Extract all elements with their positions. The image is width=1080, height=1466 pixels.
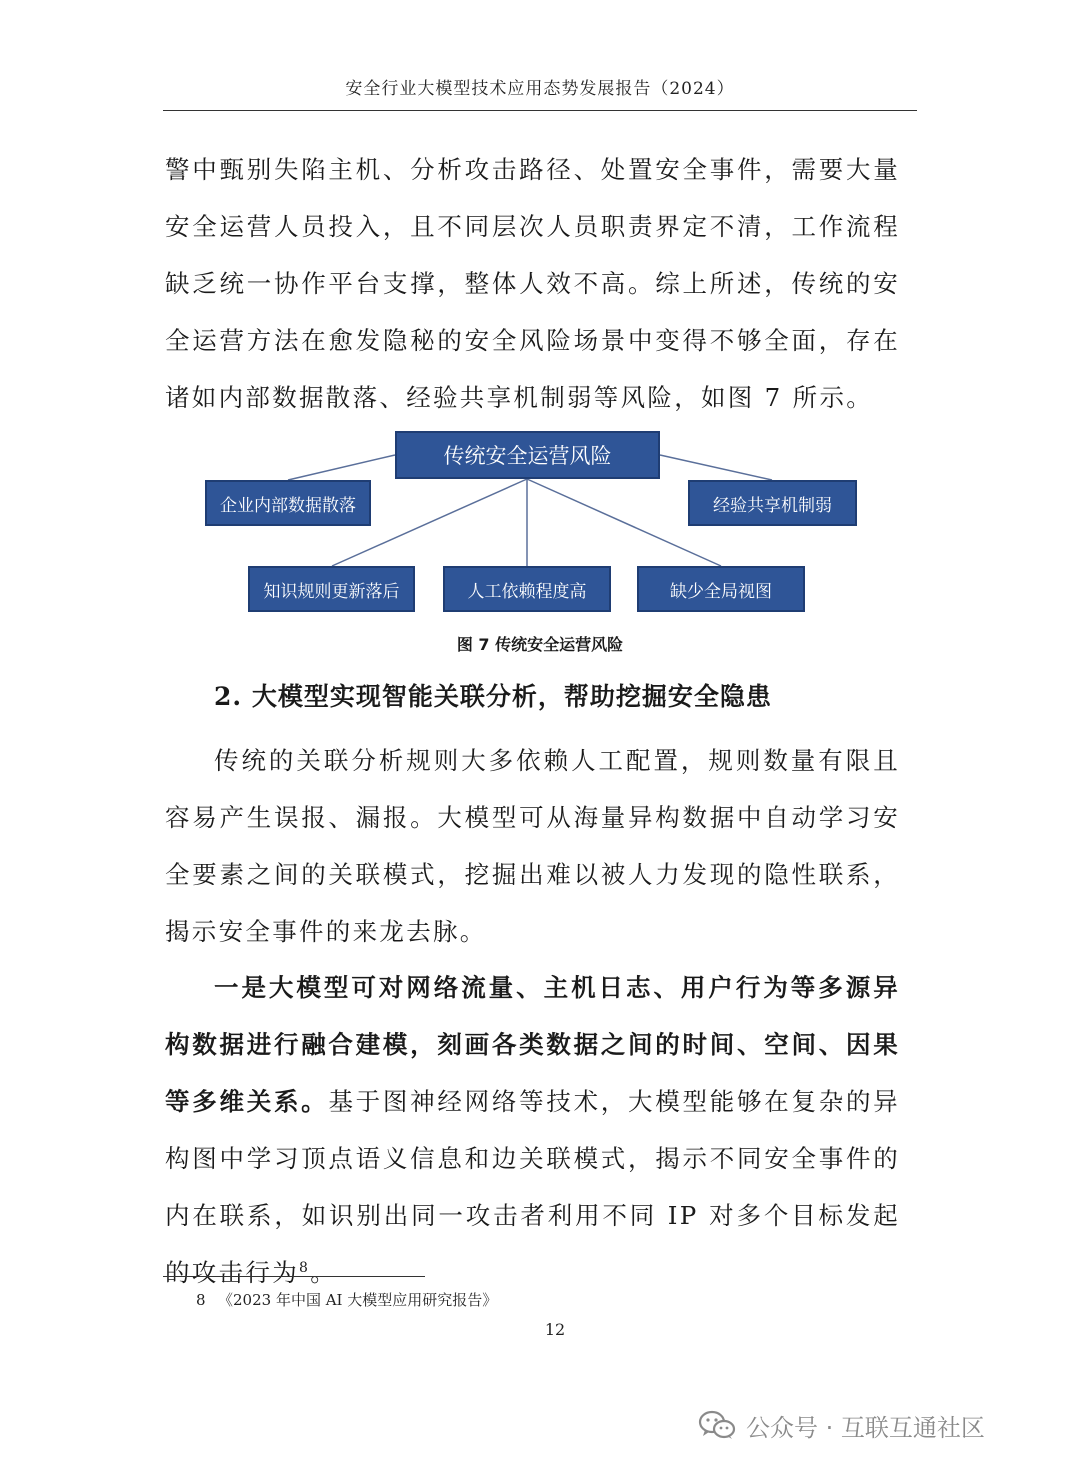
- diagram-root-node: 传统安全运营风险: [395, 431, 660, 479]
- header-divider: [163, 110, 917, 111]
- section-title: 大模型实现智能关联分析，帮助挖掘安全隐患: [251, 682, 772, 711]
- paragraph-correlation: 传统的关联分析规则大多依赖人工配置，规则数量有限且容易产生误报、漏报。大模型可从海量异构数据中自动学习安全要素之间的关联模式，挖掘出难以被人力发现的隐性联系，揭示安全事件的来龙去脉。: [165, 746, 900, 946]
- footnote-number: 8: [196, 1291, 206, 1309]
- section-heading: [214, 675, 772, 719]
- paragraph-lead-bold: 一是大模型可对网络流量、主机日志、用户行为等多源异构数据进行融合建模，刻画各类数据之间的时间、空间、因果等多维关系。: [165, 973, 900, 1116]
- section-number: 2.: [214, 682, 243, 711]
- page-header: 安全行业大模型技术应用态势发展报告（2024）: [345, 79, 735, 99]
- footnote-reference[interactable]: 8: [299, 1259, 311, 1276]
- footnote: [196, 1289, 497, 1310]
- connector-line: [660, 455, 772, 480]
- connector-line: [288, 455, 395, 480]
- diagram-node-weak-sharing: 经验共享机制弱: [688, 480, 857, 526]
- diagram-node-outdated-rules: 知识规则更新落后: [248, 566, 415, 612]
- footnote-divider: [163, 1276, 425, 1277]
- wechat-icon: [698, 1409, 736, 1441]
- paragraph-intro: 警中甄别失陷主机、分析攻击路径、处置安全事件，需要大量安全运营人员投入，且不同层次人员职责界定不清，工作流程缺乏统一协作平台支撑，整体人效不高。综上所述，传统的安全运营方法在愈发隐秘的安全风险场景中变得不够全面，存在诸如内部数据散落、经验共享机制弱等风险，如图 7 所示。: [165, 155, 900, 412]
- diagram-node-manual-dependency: 人工依赖程度高: [443, 566, 611, 612]
- diagram-node-data-scattered: 企业内部数据散落: [205, 480, 371, 526]
- watermark: [698, 1405, 985, 1445]
- figure-caption: 图 7 传统安全运营风险: [456, 635, 624, 654]
- page-number: 12: [544, 1320, 566, 1339]
- paragraph-first-point: [165, 959, 900, 1301]
- watermark-text: 公众号 · 互联互通社区: [746, 1413, 985, 1442]
- paragraph-end: 。: [310, 1258, 338, 1287]
- diagram-node-no-global-view: 缺少全局视图: [637, 566, 805, 612]
- footnote-text: 《2023 年中国 AI 大模型应用研究报告》: [218, 1291, 498, 1309]
- paragraph-body: 基于图神经网络等技术，大模型能够在复杂的异构图中学习顶点语义信息和边关联模式，揭示不同安全事件的内在联系，如识别出同一攻击者利用不同 IP 对多个目标发起的攻击行为: [165, 1087, 900, 1287]
